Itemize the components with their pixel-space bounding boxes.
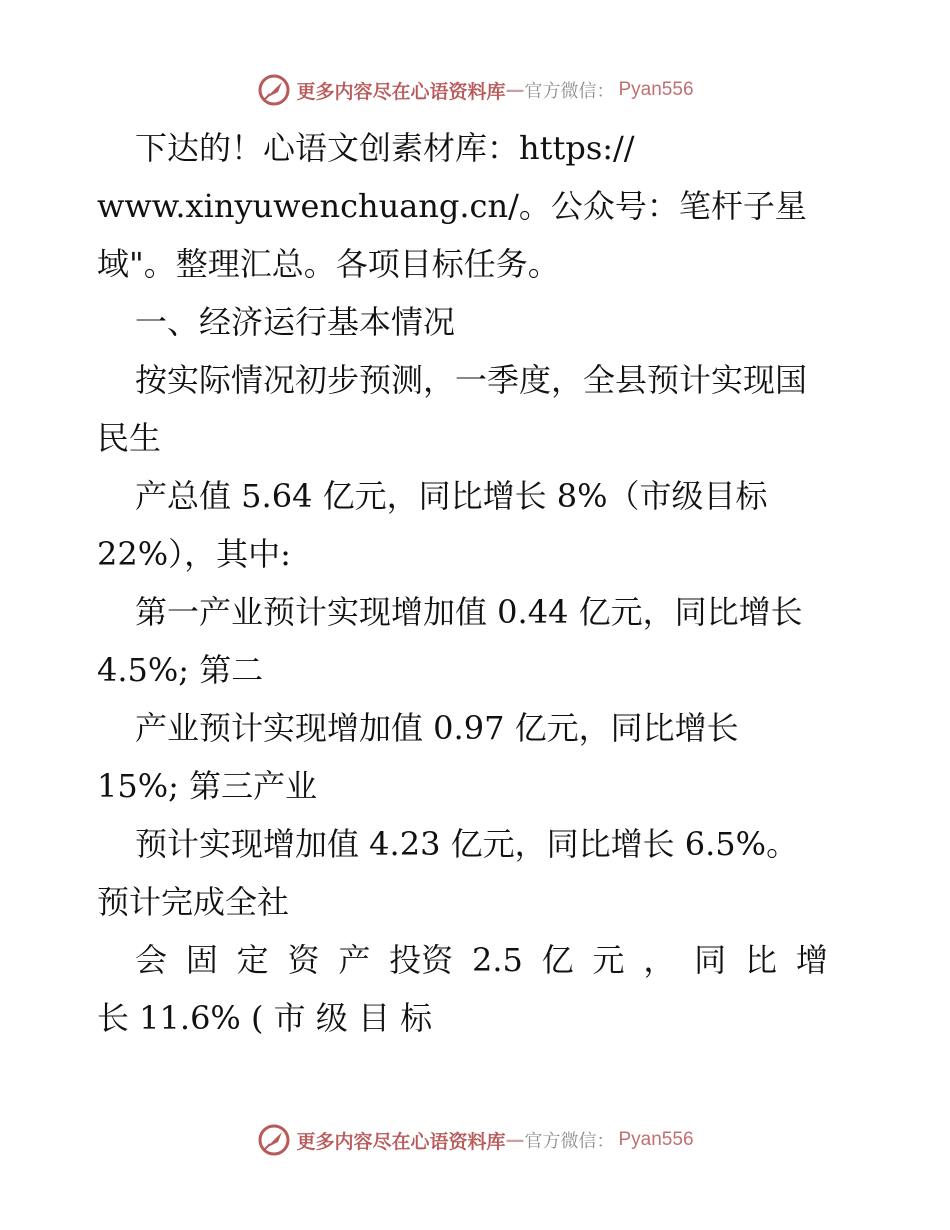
text-line: 预计完成全社: [97, 883, 290, 921]
text-line: 15%; 第三产业: [97, 767, 318, 805]
text-token: 定: [236, 941, 269, 979]
text-token: ，: [643, 941, 676, 979]
banner-wechat-id: Pyan556: [618, 1129, 694, 1150]
section-heading: 一、经济运行基本情况: [135, 303, 456, 341]
header-banner: [0, 70, 950, 110]
quill-logo-icon: [256, 72, 292, 108]
text-line: 产总值 5.64 亿元，同比增长 8%（市级目标: [135, 477, 768, 515]
text-token: 2.5: [471, 941, 523, 979]
quill-logo-icon: [256, 1122, 292, 1158]
text-token: 元: [592, 941, 625, 979]
text-token: 资: [287, 941, 320, 979]
text-line: 域"。整理汇总。各项目标任务。: [97, 245, 560, 283]
text-token: 投资: [389, 941, 454, 979]
text-line: 按实际情况初步预测，一季度，全县预计实现国: [135, 361, 808, 399]
banner-title: 更多内容尽在心语资料库: [296, 80, 506, 103]
text-line: 4.5%; 第二: [97, 651, 264, 689]
text-token: 会: [135, 941, 168, 979]
text-token: 固: [185, 941, 218, 979]
text-token: 增: [795, 941, 828, 979]
text-line: www.xinyuwenchuang.cn/。公众号：笔杆子星: [97, 187, 807, 225]
text-line: 22%），其中:: [97, 535, 291, 573]
text-token: 同: [694, 941, 727, 979]
banner-separator: —: [505, 79, 525, 101]
banner-wechat-label: 官方微信：: [524, 1131, 615, 1152]
banner-wechat-id: Pyan556: [618, 79, 694, 100]
banner-separator: —: [505, 1129, 525, 1151]
justified-text-line: [135, 940, 828, 980]
text-line: 预计实现增加值 4.23 亿元，同比增长 6.5%。: [135, 825, 799, 863]
footer-banner: [0, 1120, 950, 1160]
text-token: 亿: [541, 941, 574, 979]
text-line: 下达的！心语文创素材库：https://: [135, 129, 635, 167]
text-line: 产业预计实现增加值 0.97 亿元，同比增长: [135, 709, 739, 747]
banner-wechat-label: 官方微信：: [524, 81, 615, 102]
banner-title: 更多内容尽在心语资料库: [296, 1130, 506, 1153]
text-token: 产: [338, 941, 371, 979]
text-line: 民生: [97, 419, 162, 457]
text-token: 比: [744, 941, 777, 979]
text-line: 第一产业预计实现增加值 0.44 亿元，同比增长: [135, 593, 803, 631]
text-line: 长 11.6% ( 市 级 目 标: [97, 999, 433, 1037]
